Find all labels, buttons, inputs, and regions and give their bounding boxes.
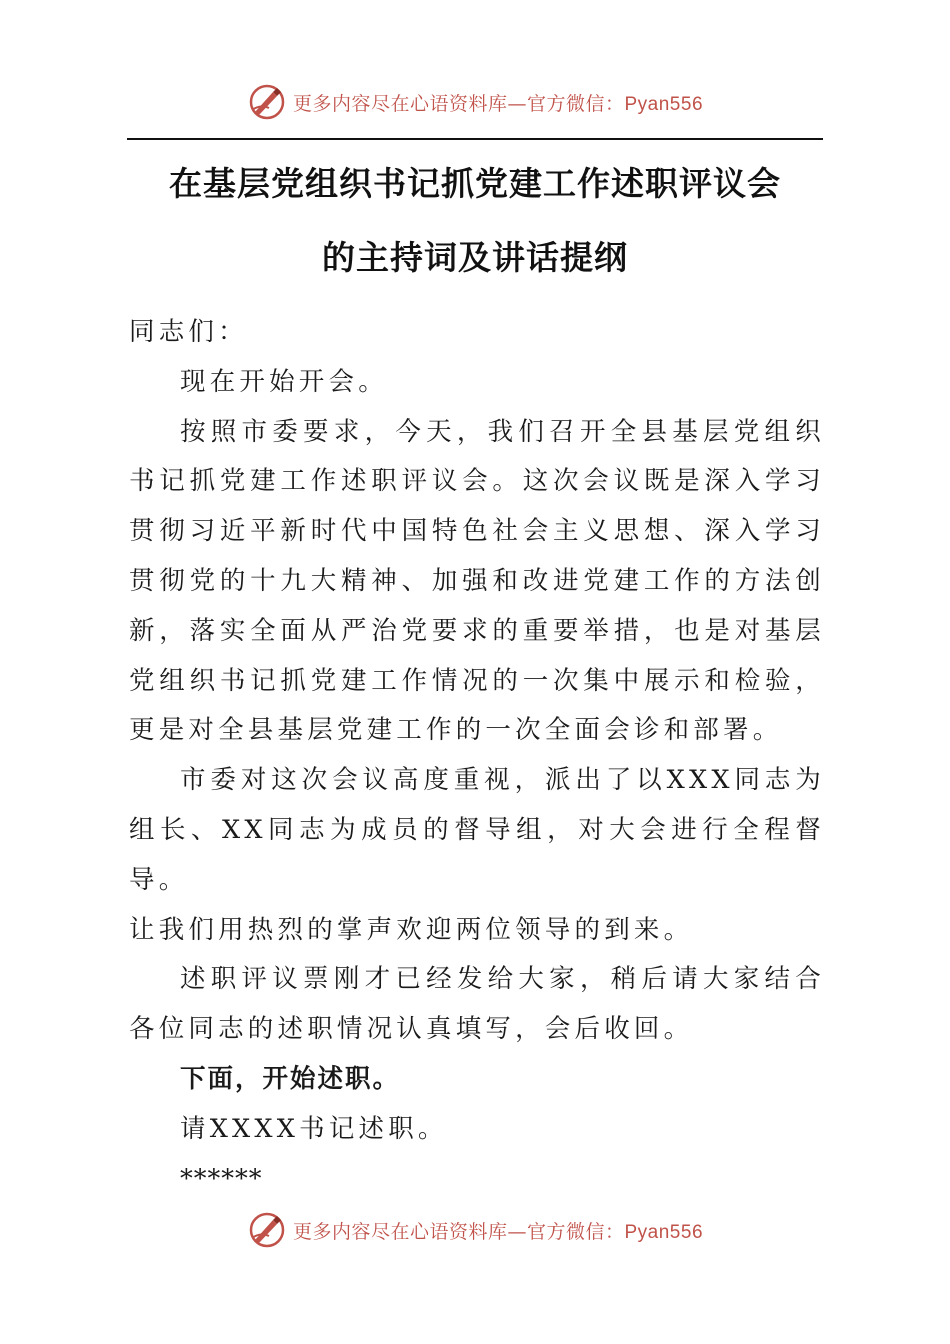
wechat-id: Pyan556	[624, 1221, 704, 1243]
paragraph: 市委对这次会议高度重视，派出了以XXX同志为组长、XX同志为成员的督导组，对大会进行全程督导。	[129, 765, 825, 895]
pen-logo-icon	[247, 82, 287, 122]
pen-logo-icon	[247, 1210, 287, 1250]
document-body	[129, 308, 825, 1204]
banner-text: 更多内容尽在心语资料库—官方微信：Pyan556	[292, 1220, 704, 1243]
paragraph: 按照市委要求，今天，我们召开全县基层党组织书记抓党建工作述职评议会。这次会议既是深入学习贯彻习近平新时代中国特色社会主义思想、深入学习贯彻党的十九大精神、加强和改进党建工作的方法创新，落实全面从严治党要求的重要举措，也是对基层党组织书记抓党建工作情况的一次集中展示和检验，更是对全县基层党建工作的一次全面会诊和部署。	[129, 416, 825, 746]
header-banner	[0, 80, 950, 124]
header-divider	[127, 138, 823, 140]
document-title-line-2: 的主持词及讲话提纲	[322, 238, 628, 277]
banner-text: 更多内容尽在心语资料库—官方微信：Pyan556	[292, 92, 704, 115]
salutation: 同志们：	[129, 317, 248, 347]
paragraph: 让我们用热烈的掌声欢迎两位领导的到来。	[129, 914, 694, 945]
wechat-id: Pyan556	[624, 93, 704, 115]
paragraph: 述职评议票刚才已经发给大家，稍后请大家结合各位同志的述职情况认真填写，会后收回。	[129, 964, 825, 1045]
paragraph-emphasis: 下面，开始述职。	[180, 1063, 401, 1094]
paragraph: 请XXXX书记述职。	[180, 1113, 448, 1144]
separator-stars: ******	[180, 1163, 263, 1194]
footer-banner	[0, 1208, 950, 1252]
paragraph: 现在开始开会。	[180, 366, 388, 397]
document-title-line-1: 在基层党组织书记抓党建工作述职评议会	[169, 164, 781, 203]
